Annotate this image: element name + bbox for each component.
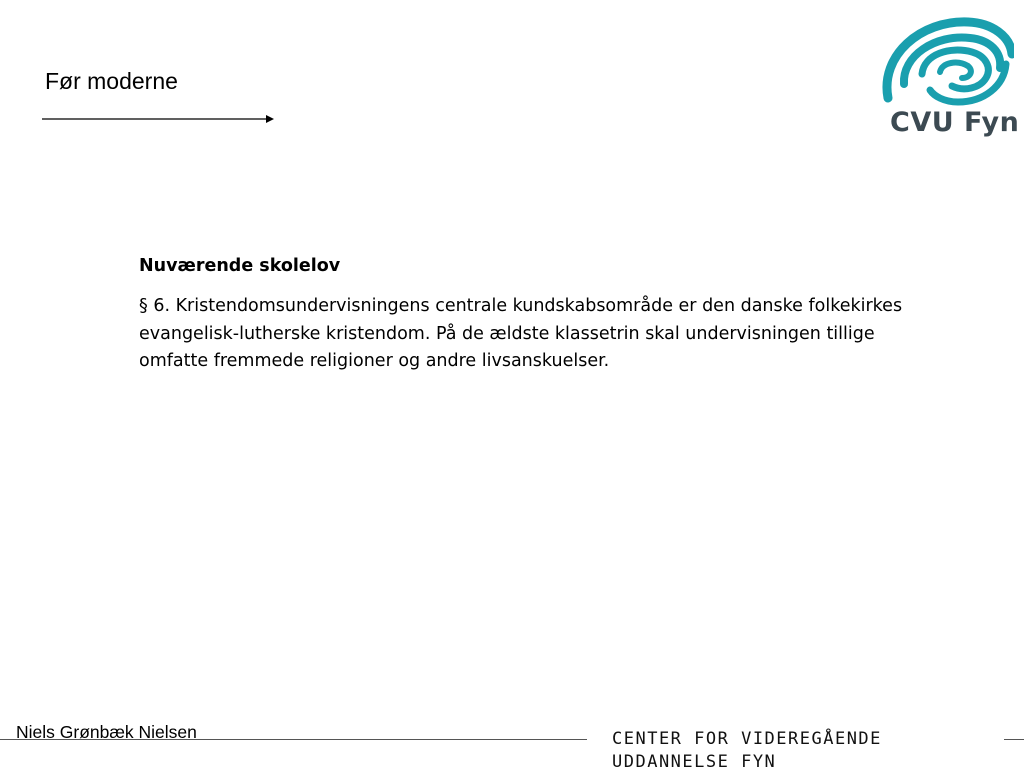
logo-text: CVU Fyn bbox=[890, 107, 1020, 138]
footer-institution-line1: CENTER FOR VIDEREGÅENDE bbox=[612, 729, 882, 749]
footer-author: Niels Grønbæk Nielsen bbox=[16, 722, 197, 742]
content-paragraph: § 6. Kristendomsundervisningens centrale kundskabsområde er den danske folkekirkes evangelisk-lutherske kristendom. På de ældste klassetrin skal undervisningen tillige omfatte fremmede religioner og andre livsanskuelser. bbox=[139, 296, 903, 371]
footer-divider-right bbox=[1004, 739, 1024, 740]
content-block bbox=[139, 253, 914, 376]
slide-title: Før moderne bbox=[45, 68, 178, 94]
footer-institution-line2: UDDANNELSE FYN bbox=[612, 752, 777, 768]
title-arrow-icon bbox=[42, 112, 278, 126]
footer-institution bbox=[612, 728, 882, 768]
cvu-fyn-logo bbox=[876, 14, 1020, 144]
content-heading: Nuværende skolelov bbox=[139, 256, 341, 276]
swirl-logo-icon bbox=[880, 16, 1014, 114]
